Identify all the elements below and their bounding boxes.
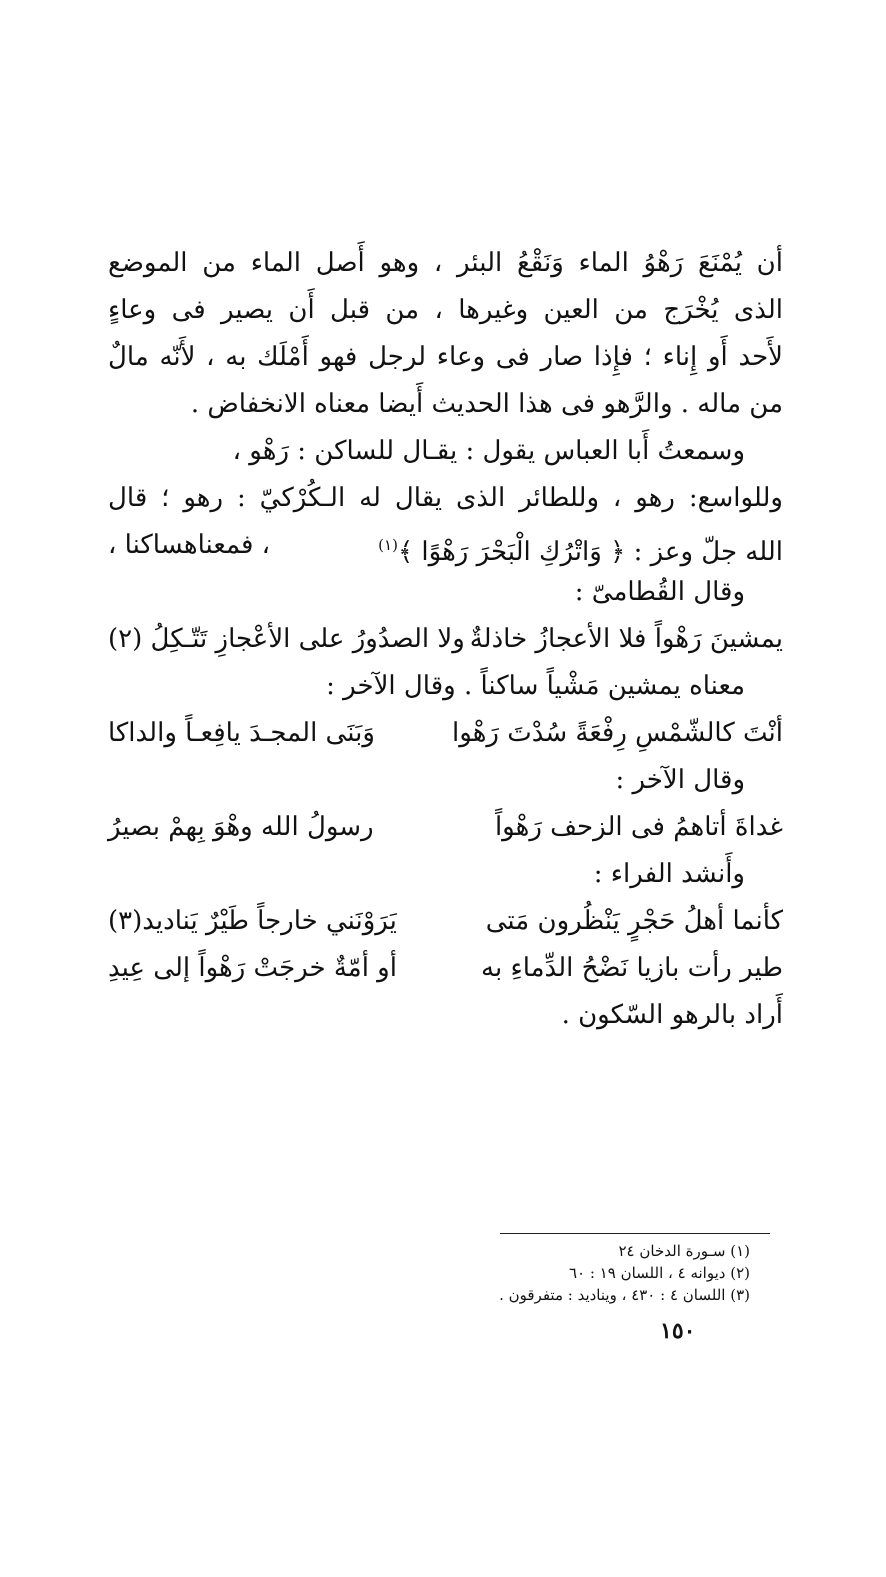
verse-second-hemistich: ولا الصدُورُ على الأعْجازِ تَتّـكِلُ (٢): [108, 624, 465, 654]
text-line: أَراد بالرهو السّكون .: [561, 1000, 783, 1030]
verse-first-hemistich: طير رأت بازيا نَضْحُ الدِّماءِ به: [481, 953, 783, 983]
footnotes: [360, 1240, 750, 1306]
text-line: وأَنشد الفراء :: [593, 859, 745, 889]
verse-second-hemistich: أو أمّةٌ خرجَتْ رَهْواً إلى عِيدِ: [108, 953, 397, 983]
verse-second-hemistich: وَبَنَى المجـدَ يافِعـاً والداكا: [108, 718, 375, 748]
main-text: [108, 240, 783, 1039]
verse-second-hemistich: يَرَوْنَني خارجاً طَيْرٌ يَناديد(٣): [108, 906, 397, 936]
verse-line: [108, 804, 783, 851]
verse-first-hemistich: غداةَ أتاهمُ فى الزحف رَهْواً: [494, 812, 783, 842]
text-line-end: ، فمعناهساكنا ،: [108, 530, 271, 560]
verse-line: [108, 945, 783, 992]
footnote: (٣) اللسان ٤ : ٤٣٠ ، ويناديد : متفرقون .: [499, 1286, 750, 1304]
footnote: (٢) ديوانه ٤ ، اللسان ١٩ : ٦٠: [568, 1264, 750, 1282]
text-line: أن يُمْنَعَ رَهْوُ الماء وَنَقْعُ البئر ، وهو أَصل الماء من الموضع: [108, 248, 783, 278]
verse-line: [108, 710, 783, 757]
text-line: وللواسع: رهو ، وللطائر الذى يقال له الـكُرْكيّ : رهو ؛ قال: [108, 483, 783, 513]
footnote: (١) سـورة الدخان ٢٤: [618, 1242, 750, 1260]
text-line: الذى يُخْرَج من العين وغيرها ، من قبل أَن يصير فى وعاءٍ: [108, 295, 783, 325]
text-line: من ماله . والرَّهو فى هذا الحديث أَيضا معناه الانخفاض .: [190, 389, 783, 419]
text-line: لأَحد أَو إِناء ؛ فإِذا صار فى وعاء لرجل فهو أَمْلَك به ، لأَنّه مالٌ: [108, 342, 783, 372]
verse-first-hemistich: يمشينَ رَهْواً فلا الأعجازُ خاذلةٌ: [469, 624, 783, 654]
text-line: وسمعتُ أَبا العباس يقول : يقـال للساكن : رَهْو ،: [232, 436, 745, 466]
footnote-divider: [500, 1233, 770, 1234]
verse-second-hemistich: رسولُ الله وهْوَ بِهمْ بصيرُ: [108, 812, 374, 842]
verse-first-hemistich: كأنما أهلُ حَجْرٍ يَنْظُرون مَتى: [485, 906, 783, 936]
page-number: ١٥٠: [660, 1318, 696, 1344]
text-line: معناه يمشين مَشْياً ساكناً . وقال الآخر :: [326, 671, 745, 701]
text-line: وقال القُطامىّ :: [574, 577, 745, 607]
quran-line: [108, 522, 783, 569]
quran-quote: الله جلّ وعز : ﴿ وَاتْرُكِ الْبَحْرَ رَهْوًا ﴾$^{(١)}$: [378, 536, 783, 567]
verse-line: [108, 898, 783, 945]
verse-line: [108, 616, 783, 663]
text-line: وقال الآخر :: [615, 765, 745, 795]
verse-first-hemistich: أنْتَ كالشّمْسِ رِفْعَةً سُدْتَ رَهْوا: [452, 718, 783, 748]
footnote-marker: (١): [378, 536, 398, 554]
